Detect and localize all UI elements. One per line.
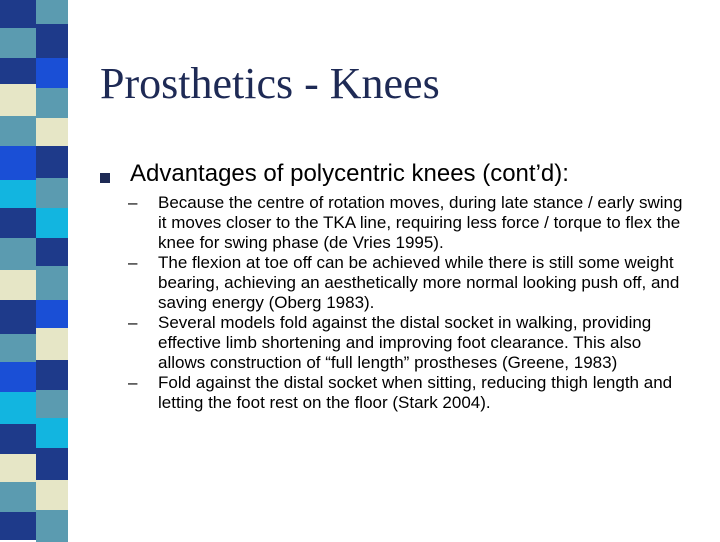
stripe-tile (36, 418, 68, 448)
stripe-tile (36, 300, 68, 328)
stripe-tile (0, 512, 36, 540)
sub-bullet-text: Several models fold against the distal socket in walking, providing effective limb shortening and improving foot clearance. This also allows construction of “full length” prostheses (Greene, 1983) (158, 313, 652, 372)
stripe-tile (0, 84, 36, 116)
decorative-side-stripe (0, 0, 68, 540)
stripe-tile (0, 180, 36, 208)
stripe-tile (0, 58, 36, 84)
sub-bullet-list (128, 193, 688, 413)
stripe-tile (0, 334, 36, 362)
square-bullet-icon (100, 173, 110, 183)
stripe-tile (0, 482, 36, 512)
dash-icon: – (128, 193, 138, 212)
stripe-tile (36, 24, 68, 58)
stripe-tile (0, 270, 36, 300)
stripe-tile (0, 392, 36, 424)
stripe-tile (36, 178, 68, 208)
stripe-tile (36, 328, 68, 360)
dash-icon: – (128, 253, 138, 272)
sub-bullet-text: Fold against the distal socket when sitting, reducing thigh length and letting the foot rest on the floor (Stark 2004). (158, 373, 673, 412)
stripe-tile (36, 266, 68, 300)
sub-bullet-item (128, 193, 688, 253)
sub-bullet-text: Because the centre of rotation moves, during late stance / early swing it moves closer to the TKA line, requiring less force / torque to flex the knee for swing phase (de Vries 1995). (158, 193, 683, 252)
stripe-tile (0, 28, 36, 58)
slide-title: Prosthetics - Knees (100, 59, 440, 108)
stripe-tile (36, 208, 68, 238)
sub-bullet-item (128, 313, 688, 373)
stripe-tile (0, 362, 36, 392)
stripe-tile (0, 146, 36, 180)
stripe-tile (36, 238, 68, 266)
main-bullet-text: Advantages of polycentric knees (cont’d): (130, 160, 569, 187)
main-bullet (100, 160, 569, 188)
stripe-tile (0, 208, 36, 238)
sub-bullet-item (128, 253, 688, 313)
stripe-tile (36, 88, 68, 118)
dash-icon: – (128, 313, 138, 332)
stripe-tile (36, 510, 68, 542)
stripe-tile (0, 424, 36, 454)
stripe-tile (0, 454, 36, 482)
stripe-tile (0, 0, 36, 28)
stripe-tile (36, 390, 68, 418)
stripe-tile (0, 116, 36, 146)
stripe-tile (36, 0, 68, 24)
dash-icon: – (128, 373, 138, 392)
stripe-tile (36, 480, 68, 510)
stripe-tile (36, 146, 68, 178)
sub-bullet-item (128, 373, 688, 413)
stripe-tile (0, 238, 36, 270)
stripe-tile (36, 58, 68, 88)
sub-bullet-text: The flexion at toe off can be achieved while there is still some weight bearing, achieving an aesthetically more normal looking push off, and saving energy (Oberg 1983). (158, 253, 680, 312)
stripe-tile (36, 360, 68, 390)
stripe-tile (36, 448, 68, 480)
stripe-tile (36, 118, 68, 146)
stripe-tile (0, 300, 36, 334)
